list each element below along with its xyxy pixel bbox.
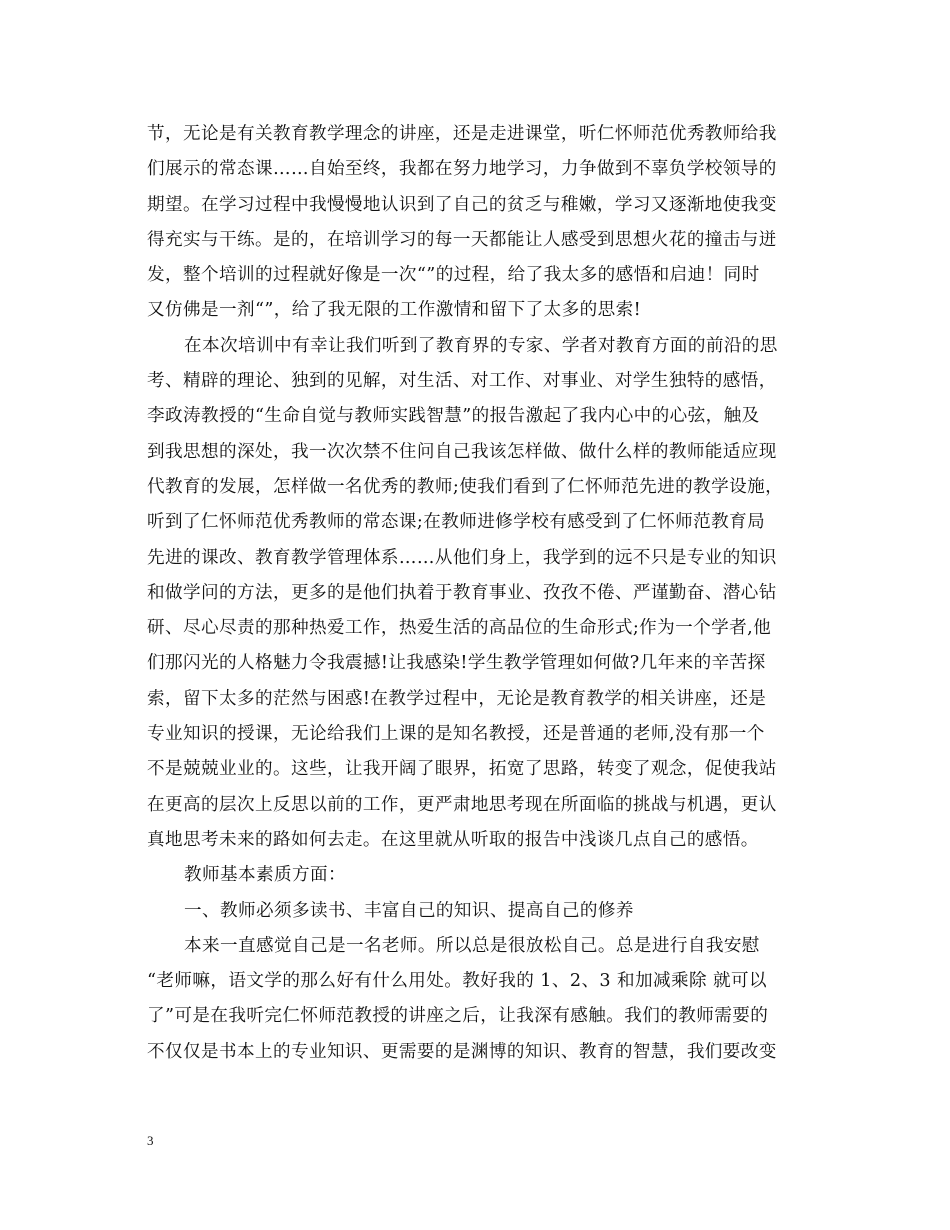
text-line: 节，无论是有关教育教学理念的讲座，还是走进课堂，听仁怀师范优秀教师给我 [147, 124, 777, 144]
paragraph-first-line: 在本次培训中有幸让我们听到了教育界的专家、学者对教育方面的前沿的思 [184, 335, 778, 356]
section-heading: 教师基本素质方面： [184, 865, 346, 886]
text-line: 真地思考未来的路如何去走。在这里就从听取的报告中浅谈几点自己的感悟。 [147, 829, 759, 850]
text-line: 不仅仅是书本上的专业知识、更需要的是渊博的知识、教育的智慧，我们要改变 [147, 1041, 777, 1062]
text-line: 研、尽心尽责的那种热爱工作，热爱生活的高品位的生命形式;作为一个学者,他 [147, 618, 772, 639]
text-line: 索，留下太多的茫然与困惑!在教学过程中，无论是教育教学的相关讲座，还是 [147, 688, 767, 709]
text-line: 们展示的常态课……自始至终，我都在努力地学习，力争做到不辜负学校领导的 [147, 159, 777, 180]
page-number: 3 [147, 1133, 154, 1148]
text-line: 又仿佛是一剂“”，给了我无限的工作激情和留下了太多的思索! [147, 300, 642, 321]
text-line: 在更高的层次上反思以前的工作，更严肃地思考现在所面临的挑战与机遇，更认 [147, 794, 777, 815]
text-line: 代教育的发展，怎样做一名优秀的教师;使我们看到了仁怀师范先进的教学设施， [147, 476, 784, 497]
text-line: 考、精辟的理论、独到的见解，对生活、对工作、对事业、对学生独特的感悟， [147, 371, 777, 392]
text-line: 不是兢兢业业的。这些，让我开阔了眼界，拓宽了思路，转变了观念，促使我站 [147, 759, 777, 780]
subsection-heading: 一、教师必须多读书、丰富自己的知识、提高自己的修养 [184, 900, 634, 921]
body-text [147, 117, 807, 1070]
text-line: 期望。在学习过程中我慢慢地认识到了自己的贫乏与稚嫩，学习又逐渐地使我变 [147, 194, 777, 215]
text-line: 先进的课改、教育教学管理体系……从他们身上，我学到的远不只是专业的知识 [147, 547, 777, 568]
text-line: 到我思想的深处，我一次次禁不住问自己我该怎样做、做什么样的教师能适应现 [147, 441, 777, 462]
text-line: 专业知识的授课，无论给我们上课的是知名教授，还是普通的老师,没有那一个 [147, 724, 765, 745]
text-line: 听到了仁怀师范优秀教师的常态课;在教师进修学校有感受到了仁怀师范教育局 [147, 512, 766, 533]
text-line: “老师嘛，语文学的那么好有什么用处。教好我的 1、2、3 和加减乘除 就可以 [147, 971, 767, 992]
text-line: 发，整个培训的过程就好像是一次“”的过程，给了我太多的感悟和启迪！同时 [147, 265, 760, 286]
text-line: 和做学问的方法，更多的是他们执着于教育事业、孜孜不倦、严谨勤奋、潜心钻 [147, 582, 777, 603]
text-line: 李政涛教授的“生命自觉与教师实践智慧”的报告激起了我内心中的心弦，触及 [147, 406, 760, 427]
text-line: 得充实与干练。是的，在培训学习的每一天都能让人感受到思想火花的撞击与迸 [147, 229, 777, 250]
text-line: 们那闪光的人格魅力令我震撼!让我感染!学生教学管理如何做?几年来的辛苦探 [147, 653, 766, 674]
paragraph-first-line: 本来一直感觉自己是一名老师。所以总是很放松自己。总是进行自我安慰 [184, 935, 760, 956]
text-line: 了”可是在我听完仁怀师范教授的讲座之后，让我深有感触。我们的教师需要的 [147, 1006, 769, 1027]
